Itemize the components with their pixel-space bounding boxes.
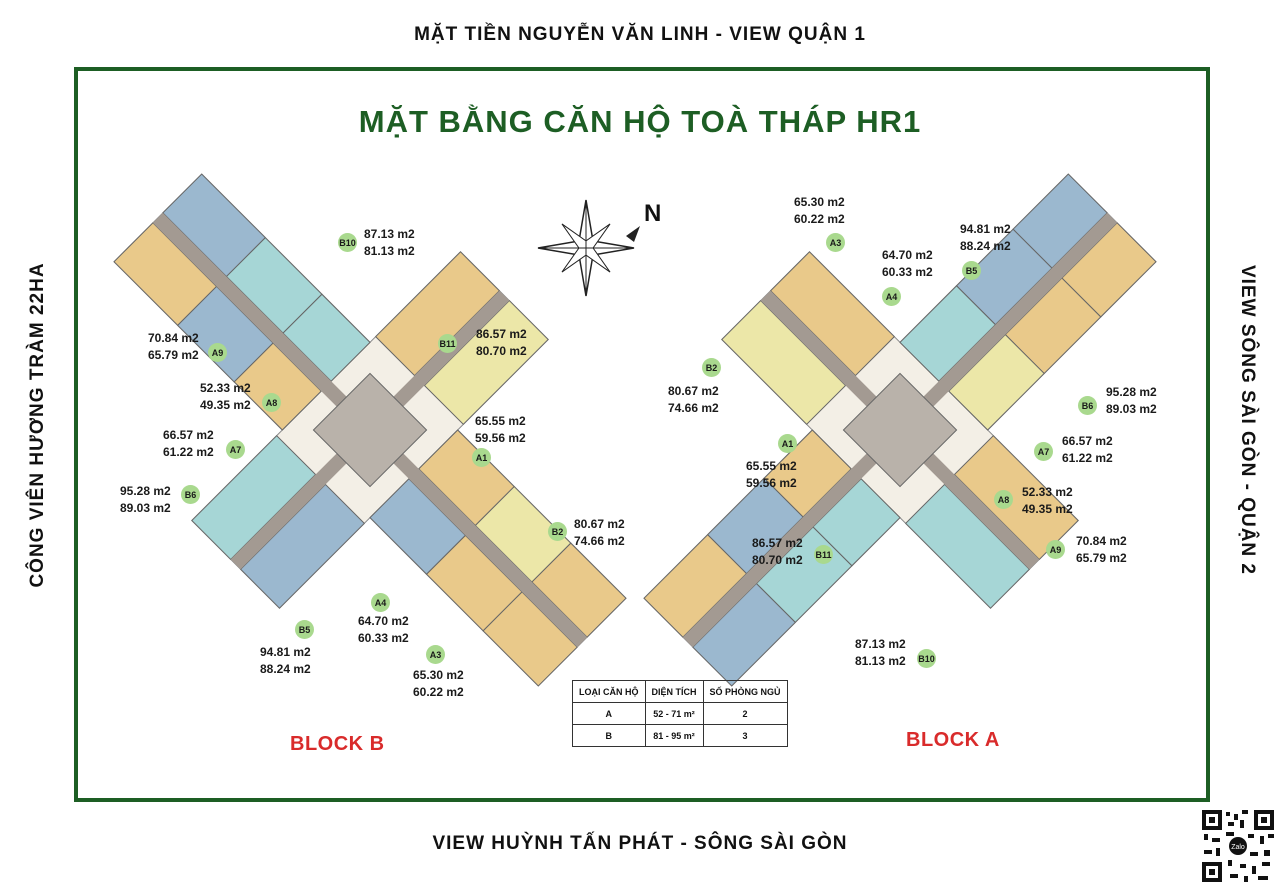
area-value: 87.13 m2 bbox=[364, 227, 415, 241]
qr-code-icon[interactable] bbox=[1200, 808, 1276, 884]
block-b-unit-area-b6 bbox=[120, 483, 171, 517]
area-value: 74.66 m2 bbox=[574, 534, 625, 548]
area-value: 89.03 m2 bbox=[120, 501, 171, 515]
legend-cell: 52 - 71 m² bbox=[645, 703, 703, 725]
block-b-unit-tag-a3: A3 bbox=[426, 645, 445, 664]
page-title: MẶT BẰNG CĂN HỘ TOÀ THÁP HR1 bbox=[358, 104, 922, 139]
block-a-unit-tag-a1: A1 bbox=[778, 434, 797, 453]
block-a-unit-area-a3 bbox=[794, 194, 845, 228]
area-value: 94.81 m2 bbox=[960, 222, 1011, 236]
area-value: 60.22 m2 bbox=[413, 685, 464, 699]
area-value: 66.57 m2 bbox=[163, 428, 214, 442]
block-a-unit-tag-b11: B11 bbox=[814, 545, 833, 564]
area-value: 49.35 m2 bbox=[200, 398, 251, 412]
left-edge-label: CÔNG VIÊN HƯƠNG TRÀM 22HA bbox=[27, 262, 48, 588]
legend-cell: 2 bbox=[703, 703, 787, 725]
block-a-unit-area-a1 bbox=[746, 458, 797, 492]
legend-header: LOẠI CĂN HỘ bbox=[573, 681, 646, 703]
block-a-unit-tag-a7: A7 bbox=[1034, 442, 1053, 461]
area-value: 88.24 m2 bbox=[960, 239, 1011, 253]
block-b-unit-tag-b10: B10 bbox=[338, 233, 357, 252]
block-a-unit-area-b5 bbox=[960, 221, 1011, 255]
block-b-unit-area-b5 bbox=[260, 644, 311, 678]
block-a-unit-tag-a9: A9 bbox=[1046, 540, 1065, 559]
block-a-unit-area-b11 bbox=[752, 535, 803, 569]
area-value: 65.79 m2 bbox=[148, 348, 199, 362]
block-a-unit-tag-a3: A3 bbox=[826, 233, 845, 252]
block-a-unit-area-a8 bbox=[1022, 484, 1073, 518]
area-value: 52.33 m2 bbox=[1022, 485, 1073, 499]
area-value: 65.55 m2 bbox=[746, 459, 797, 473]
area-value: 65.55 m2 bbox=[475, 414, 526, 428]
legend-header: SỐ PHÒNG NGỦ bbox=[703, 681, 787, 703]
block-b-unit-area-b10 bbox=[364, 226, 415, 260]
area-value: 87.13 m2 bbox=[855, 637, 906, 651]
block-a-unit-area-a7 bbox=[1062, 433, 1113, 467]
block-a-unit-area-b6 bbox=[1106, 384, 1157, 418]
block-a-unit-tag-a8: A8 bbox=[994, 490, 1013, 509]
area-value: 86.57 m2 bbox=[752, 536, 803, 550]
area-value: 65.30 m2 bbox=[794, 195, 845, 209]
block-a-plan bbox=[554, 84, 1247, 777]
area-value: 86.57 m2 bbox=[476, 327, 527, 341]
block-b-unit-area-a3 bbox=[413, 667, 464, 701]
area-value: 49.35 m2 bbox=[1022, 502, 1073, 516]
block-a-unit-area-b10 bbox=[855, 636, 906, 670]
area-value: 88.24 m2 bbox=[260, 662, 311, 676]
block-b-unit-area-a9 bbox=[148, 330, 199, 364]
block-b-unit-area-a1 bbox=[475, 413, 526, 447]
top-edge-label: MẶT TIỀN NGUYỄN VĂN LINH - VIEW QUẬN 1 bbox=[414, 24, 866, 45]
area-value: 95.28 m2 bbox=[120, 484, 171, 498]
area-value: 61.22 m2 bbox=[1062, 451, 1113, 465]
area-value: 60.33 m2 bbox=[358, 631, 409, 645]
block-b-unit-area-a8 bbox=[200, 380, 251, 414]
area-value: 65.30 m2 bbox=[413, 668, 464, 682]
area-value: 61.22 m2 bbox=[163, 445, 214, 459]
block-b-unit-area-a7 bbox=[163, 427, 214, 461]
area-value: 94.81 m2 bbox=[260, 645, 311, 659]
block-b-unit-tag-b11: B11 bbox=[438, 334, 457, 353]
area-value: 74.66 m2 bbox=[668, 401, 719, 415]
block-b-label: BLOCK B bbox=[290, 733, 385, 755]
block-b-unit-tag-a7: A7 bbox=[226, 440, 245, 459]
area-value: 52.33 m2 bbox=[200, 381, 251, 395]
block-a-unit-tag-b5: B5 bbox=[962, 261, 981, 280]
block-b-unit-tag-b5: B5 bbox=[295, 620, 314, 639]
area-value: 80.67 m2 bbox=[574, 517, 625, 531]
block-b-unit-tag-a9: A9 bbox=[208, 343, 227, 362]
legend-cell: 3 bbox=[703, 725, 787, 747]
area-value: 70.84 m2 bbox=[1076, 534, 1127, 548]
area-value: 80.67 m2 bbox=[668, 384, 719, 398]
compass-icon bbox=[538, 200, 640, 296]
block-b-unit-tag-a4: A4 bbox=[371, 593, 390, 612]
right-edge-label: VIEW SÔNG SÀI GÒN - QUẬN 2 bbox=[1237, 265, 1258, 575]
block-b-unit-tag-b2: B2 bbox=[548, 522, 567, 541]
bottom-edge-label: VIEW HUỲNH TẤN PHÁT - SÔNG SÀI GÒN bbox=[432, 833, 848, 854]
legend-header: DIỆN TÍCH bbox=[645, 681, 703, 703]
block-a-unit-tag-b10: B10 bbox=[917, 649, 936, 668]
block-b-unit-tag-a8: A8 bbox=[262, 393, 281, 412]
block-b-unit-area-b11 bbox=[476, 326, 527, 360]
area-value: 70.84 m2 bbox=[148, 331, 199, 345]
area-value: 60.22 m2 bbox=[794, 212, 845, 226]
block-b-plan bbox=[24, 84, 717, 777]
area-value: 95.28 m2 bbox=[1106, 385, 1157, 399]
block-a-unit-tag-b2: B2 bbox=[702, 358, 721, 377]
block-b-unit-tag-a1: A1 bbox=[472, 448, 491, 467]
block-a-label: BLOCK A bbox=[906, 729, 1000, 751]
area-value: 64.70 m2 bbox=[882, 248, 933, 262]
block-b-unit-area-b2 bbox=[574, 516, 625, 550]
area-value: 81.13 m2 bbox=[364, 244, 415, 258]
area-value: 65.79 m2 bbox=[1076, 551, 1127, 565]
legend-cell: 81 - 95 m² bbox=[645, 725, 703, 747]
block-a-unit-area-b2 bbox=[668, 383, 719, 417]
area-value: 60.33 m2 bbox=[882, 265, 933, 279]
north-label: N bbox=[644, 200, 662, 227]
area-value: 80.70 m2 bbox=[752, 553, 803, 567]
area-value: 59.56 m2 bbox=[475, 431, 526, 445]
area-value: 81.13 m2 bbox=[855, 654, 906, 668]
legend-cell: A bbox=[573, 703, 646, 725]
qr-logo-text: Zalo bbox=[1231, 844, 1245, 851]
block-a-unit-tag-a4: A4 bbox=[882, 287, 901, 306]
unit-type-legend bbox=[572, 680, 788, 747]
block-b-unit-tag-b6: B6 bbox=[181, 485, 200, 504]
block-b-unit-area-a4 bbox=[358, 613, 409, 647]
area-value: 64.70 m2 bbox=[358, 614, 409, 628]
legend-cell: B bbox=[573, 725, 646, 747]
block-a-unit-tag-b6: B6 bbox=[1078, 396, 1097, 415]
area-value: 66.57 m2 bbox=[1062, 434, 1113, 448]
area-value: 59.56 m2 bbox=[746, 476, 797, 490]
area-value: 80.70 m2 bbox=[476, 344, 527, 358]
area-value: 89.03 m2 bbox=[1106, 402, 1157, 416]
block-a-unit-area-a9 bbox=[1076, 533, 1127, 567]
block-a-unit-area-a4 bbox=[882, 247, 933, 281]
